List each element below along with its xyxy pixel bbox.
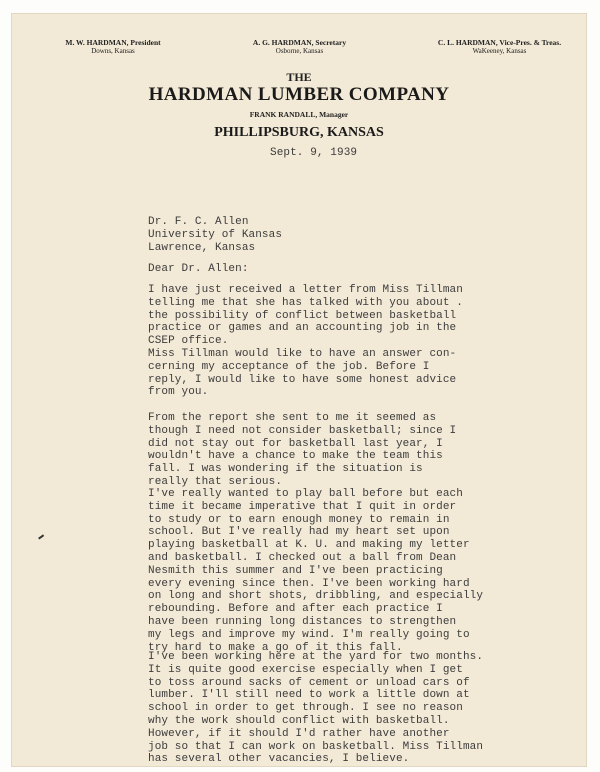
text-line: reply, I would like to have some honest advice — [148, 373, 457, 386]
text-line: have been running long distances to strengthen — [148, 615, 457, 628]
text-line: why the work should conflict with basketball. — [148, 714, 450, 727]
text-line: fall. I was wondering if the situation is — [148, 463, 423, 476]
letterhead-the: THE — [286, 70, 312, 84]
letterhead-president — [38, 38, 188, 56]
text-line: has several other vacancies, I believe. — [148, 753, 410, 766]
letter-page — [12, 14, 586, 766]
address-line: Lawrence, Kansas — [148, 242, 256, 254]
text-line: try hard to make a go of it this fall. — [148, 641, 403, 654]
manager-line: FRANK RANDALL, Manager — [249, 110, 349, 119]
vice-president-name: C. L. HARDMAN, Vice-Pres. & Treas. — [437, 38, 562, 47]
text-line: from you. — [148, 386, 209, 399]
text-line: my legs and improve my wind. I'm really going to — [148, 628, 470, 641]
text-line: and basketball. I checked out a ball from Dean — [148, 551, 457, 564]
company-name: HARDMAN LUMBER COMPANY — [148, 84, 450, 105]
letterhead-secretary — [212, 38, 387, 56]
text-line: Nesmith this summer and I've been practicing — [148, 564, 443, 577]
text-line: the possibility of conflict between basketball — [148, 309, 457, 322]
text-line: cerning my acceptance of the job. Before I — [148, 360, 430, 373]
letterhead-vice-president — [412, 38, 587, 56]
text-line: telling me that she has talked with you about . — [148, 296, 463, 309]
margin-pencil-mark — [38, 534, 44, 539]
letter-date: Sept. 9, 1939 — [270, 147, 358, 159]
text-line: It is quite good exercise especially when I get — [148, 663, 463, 676]
address-line: University of Kansas — [148, 229, 283, 241]
text-line: I've been working here at the yard for two months. — [148, 651, 484, 663]
text-line: playing basketball at K. U. and making my letter — [148, 539, 470, 552]
text-line: I've really wanted to play ball before but each — [148, 488, 463, 500]
vice-president-place: WaKeeney, Kansas — [472, 47, 527, 55]
text-line: school. But I've really had my heart set upon — [148, 526, 450, 539]
text-line: every evening since then. I've been working hard — [148, 577, 470, 590]
text-line: really that serious. — [148, 475, 283, 488]
text-line: However, if it should I'd rather have another — [148, 727, 450, 740]
text-line: wouldn't have a chance to make the team this — [148, 450, 443, 463]
address-line: Dr. F. C. Allen — [148, 216, 249, 228]
secretary-place: Osborne, Kansas — [275, 47, 324, 55]
text-line: to toss around sacks of cement or unload cars of — [148, 676, 470, 689]
president-name: M. W. HARDMAN, President — [65, 38, 161, 47]
salutation: Dear Dr. Allen: — [148, 263, 249, 275]
text-line: on long and short shots, dribbling, and especially — [148, 590, 484, 603]
president-place: Downs, Kansas — [91, 47, 135, 55]
paragraph-4 — [148, 488, 588, 654]
text-line: practice or games and an accounting job in the — [148, 322, 457, 335]
text-line: Miss Tillman would like to have an answer con- — [148, 348, 457, 360]
paragraph-3 — [148, 412, 588, 489]
text-line: time it became imperative that I quit in order — [148, 500, 457, 513]
recipient-address — [148, 216, 282, 255]
text-line: From the report she sent to me it seemed as — [148, 412, 437, 424]
paragraph-1 — [148, 284, 588, 348]
company-city: PHILLIPSBURG, KANSAS — [214, 125, 384, 140]
text-line: job so that I can work on basketball. Miss Tillman — [148, 740, 484, 753]
text-line: lumber. I'll still need to work a little down at — [148, 689, 470, 702]
text-line: though I need not consider basketball; since I — [148, 424, 457, 437]
text-line: school in order to get through. I see no reason — [148, 702, 463, 715]
text-line: to study or to earn enough money to remain in — [148, 513, 450, 526]
paragraph-5 — [148, 651, 588, 766]
secretary-name: A. G. HARDMAN, Secretary — [252, 38, 347, 47]
text-line: CSEP office. — [148, 335, 229, 348]
text-line: rebounding. Before and after each practice I — [148, 603, 443, 616]
text-line: did not stay out for basketball last year, I — [148, 437, 443, 450]
paragraph-2 — [148, 348, 588, 399]
text-line: I have just received a letter from Miss Tillman — [148, 284, 463, 296]
